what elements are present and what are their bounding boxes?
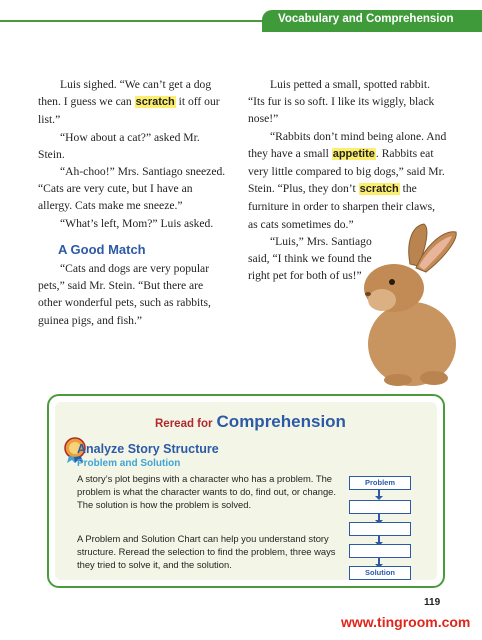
chart-box-problem: Problem <box>349 476 411 490</box>
problem-solution-chart <box>349 476 413 580</box>
story-paragraph <box>38 76 228 129</box>
story-paragraph <box>248 128 448 216</box>
chart-arrow <box>378 490 380 496</box>
chart-box-attempt <box>349 544 411 558</box>
story-paragraph: as cats sometimes do.” <box>248 217 354 231</box>
reread-heading <box>155 412 346 432</box>
header-rule <box>0 20 262 22</box>
chart-box-attempt <box>349 522 411 536</box>
story-paragraph: “How about a cat?” asked Mr. Stein. <box>38 130 200 161</box>
vocab-highlight-scratch: scratch <box>359 183 399 196</box>
story-paragraph: “What’s left, Mom?” Luis asked. <box>60 216 214 230</box>
story-text: “Rabbits don’t mind being alone. And they have a small <box>248 129 447 160</box>
story-paragraph: “Ah-choo!” Mrs. Santiago sneezed. “Cats are very cute, but I have an allergy. Cats make me sneeze.” <box>38 165 226 213</box>
rabbit-illustration <box>352 222 462 392</box>
story-column-left <box>38 76 228 329</box>
chapter-header <box>0 10 482 32</box>
chart-arrow <box>378 536 380 542</box>
story-paragraph: Luis petted a small, spotted rabbit. “Its fur is so soft. I like its wiggly, black nose!” <box>248 78 435 126</box>
vocab-highlight-scratch: scratch <box>135 96 175 109</box>
story-text: it off our list.” <box>38 95 220 127</box>
vocab-highlight-appetite: appetite <box>332 147 375 160</box>
header-title: Vocabulary and Comprehension <box>278 13 454 25</box>
strategy-paragraph: A Problem and Solution Chart can help you understand story structure. Reread the selection to find the problem, three ways they tried to solve it, and the solution. <box>77 533 336 571</box>
chart-arrow <box>378 514 380 520</box>
strategy-heading: Analyze Story Structure <box>77 442 219 456</box>
strategy-paragraph: A story’s plot begins with a character who has a problem. The problem is what the character wants to do, find out, or change. The solution is how the problem is solved. <box>77 473 336 511</box>
chart-box-attempt <box>349 500 411 514</box>
section-subhead: A Good Match <box>58 241 146 257</box>
story-paragraph: “Cats and dogs are very popular pets,” said Mr. Stein. “But there are other wonderful pets, such as rabbits, guinea pigs, and fish.” <box>38 262 211 327</box>
reread-title: Comprehension <box>216 412 346 431</box>
story-text: . Rabbits eat very little compared to big dogs,” said Mr. Stein. “Plus, they don’t <box>248 146 445 196</box>
strategy-subheading: Problem and Solution <box>77 458 181 469</box>
page-number: 119 <box>424 597 441 608</box>
reread-panel-body <box>55 402 437 580</box>
story-text: Luis sighed. “We can’t get a dog then. I guess we can <box>38 78 212 109</box>
reread-prefix: Reread for <box>155 418 213 430</box>
chart-arrow <box>378 558 380 564</box>
story-paragraph: “Luis,” Mrs. Santiago said, “I think we found the right pet for both of us!” <box>248 234 372 283</box>
watermark: www.tingroom.com <box>341 614 471 630</box>
header-tab <box>262 10 482 32</box>
chart-box-solution: Solution <box>349 566 411 580</box>
story-text: the furniture in order to sharpen their claws, <box>248 182 436 214</box>
reread-panel <box>47 394 445 588</box>
